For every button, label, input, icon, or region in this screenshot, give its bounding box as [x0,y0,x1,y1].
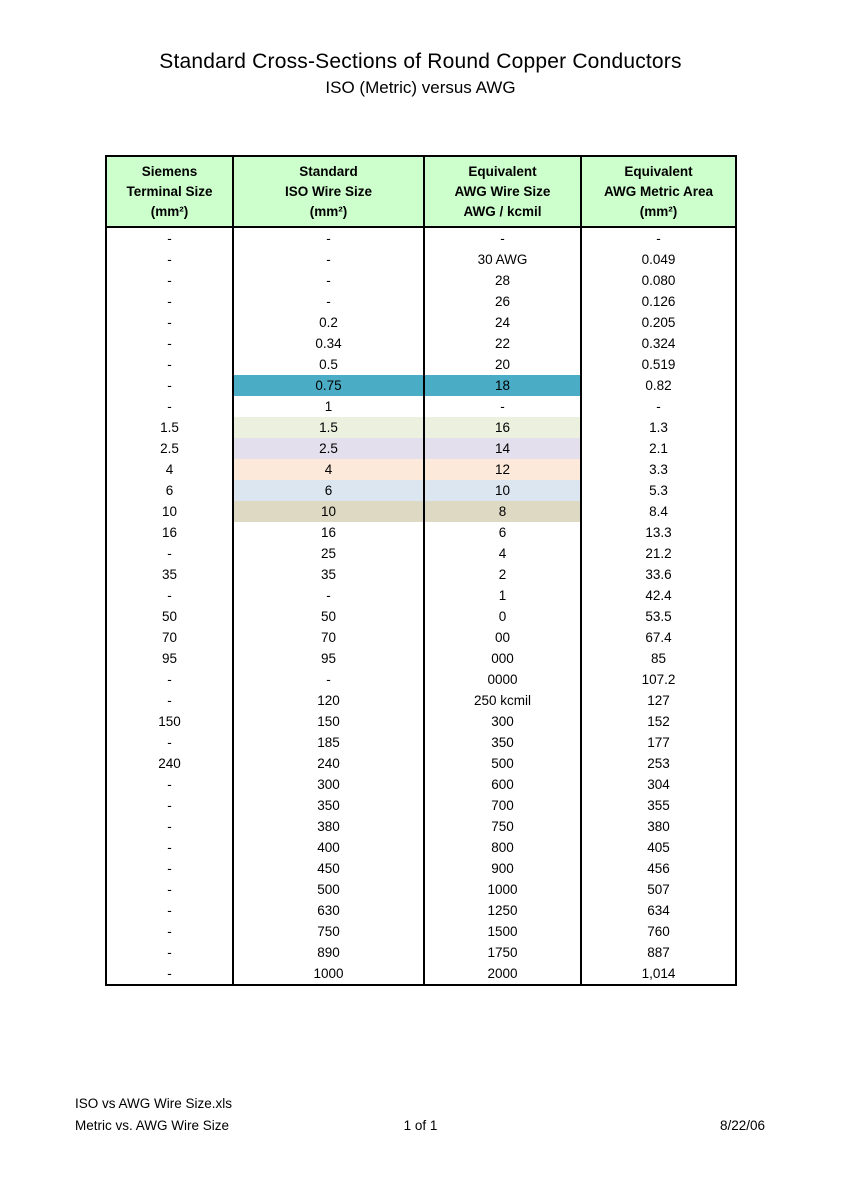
table-row [106,963,736,985]
table-cell: 300 [424,711,581,732]
table-cell: 35 [106,564,233,585]
column-header-line: Equivalent [468,164,537,179]
footer-page-number: 1 of 1 [403,1118,438,1133]
table-cell: - [106,354,233,375]
table-cell: 700 [424,795,581,816]
column-header-line: AWG / kcmil [463,204,542,219]
table-cell: 630 [233,900,424,921]
table-cell: - [106,879,233,900]
table-cell: 4 [233,459,424,480]
table-cell: 127 [581,690,736,711]
table-cell: 507 [581,879,736,900]
footer-filename: ISO vs AWG Wire Size.xls [75,1096,233,1111]
column-header-line: AWG Wire Size [454,184,551,199]
table-cell: 1250 [424,900,581,921]
table-row [106,312,736,333]
table-cell: 405 [581,837,736,858]
table-cell: 2.5 [106,438,233,459]
table-cell: 1000 [233,963,424,985]
table-row [106,543,736,564]
table-cell: 21.2 [581,543,736,564]
table-cell: 95 [233,648,424,669]
table-row [106,564,736,585]
table-cell: 6 [106,480,233,501]
table-cell: 53.5 [581,606,736,627]
table-cell: 304 [581,774,736,795]
table-cell: 240 [106,753,233,774]
column-header-line: Siemens [141,164,198,179]
table-row [106,522,736,543]
table-row [106,480,736,501]
table-cell: - [106,333,233,354]
table-cell: - [106,543,233,564]
table-cell: 20 [424,354,581,375]
table-cell: 0.080 [581,270,736,291]
table-cell: 2.5 [233,438,424,459]
table-cell: 6 [424,522,581,543]
table-cell: 240 [233,753,424,774]
table-cell: 67.4 [581,627,736,648]
table-row [106,417,736,438]
table-cell: - [106,774,233,795]
table-cell: 380 [581,816,736,837]
table-cell: - [106,585,233,606]
table-row [106,858,736,879]
table-cell: 1.5 [233,417,424,438]
table-cell: 85 [581,648,736,669]
footer-sheet-name: Metric vs. AWG Wire Size [75,1118,230,1133]
table-cell: 1 [424,585,581,606]
table-cell: - [233,585,424,606]
table-cell: - [106,942,233,963]
table-cell: 18 [424,375,581,396]
table-cell: 1500 [424,921,581,942]
table-row [106,774,736,795]
table-row [106,270,736,291]
table-row [106,753,736,774]
table-cell: 0.2 [233,312,424,333]
table-cell: - [106,795,233,816]
table-cell: - [106,227,233,249]
table-cell: - [106,963,233,985]
table-cell: 380 [233,816,424,837]
table-row [106,375,736,396]
table-cell: 13.3 [581,522,736,543]
table-cell: 10 [424,480,581,501]
table-cell: 0.324 [581,333,736,354]
table-cell: - [106,669,233,690]
table-cell: 22 [424,333,581,354]
table-cell: 152 [581,711,736,732]
table-cell: 10 [233,501,424,522]
table-cell: 4 [106,459,233,480]
column-header-line: Standard [299,164,358,179]
table-cell: 350 [424,732,581,753]
table-cell: 0.519 [581,354,736,375]
table-cell: - [424,227,581,249]
table-cell: 0 [424,606,581,627]
table-cell: - [106,732,233,753]
table-cell: - [106,837,233,858]
table-cell: 50 [233,606,424,627]
table-cell: 2 [424,564,581,585]
table-cell: - [106,396,233,417]
column-header-line: AWG Metric Area [603,184,714,199]
page-subtitle: ISO (Metric) versus AWG [325,78,516,97]
table-cell: 95 [106,648,233,669]
page-title: Standard Cross-Sections of Round Copper Conductors [159,50,682,73]
table-cell: - [233,270,424,291]
table-cell: 24 [424,312,581,333]
table-cell: - [106,249,233,270]
table-cell: 634 [581,900,736,921]
table-cell: 16 [424,417,581,438]
column-header-line: (mm²) [639,204,678,219]
table-cell: 0.82 [581,375,736,396]
table-cell: 750 [424,816,581,837]
table-row [106,585,736,606]
table-cell: 1750 [424,942,581,963]
table-cell: 10 [106,501,233,522]
table-row [106,333,736,354]
table-cell: 3.3 [581,459,736,480]
table-cell: 2000 [424,963,581,985]
table-cell: 4 [424,543,581,564]
table-cell: 0.126 [581,291,736,312]
table-cell: - [424,396,581,417]
table-cell: 150 [106,711,233,732]
table-row [106,501,736,522]
table-cell: 0.205 [581,312,736,333]
table-cell: 0.75 [233,375,424,396]
table-cell: 16 [233,522,424,543]
table-cell: - [106,858,233,879]
table-cell: - [106,291,233,312]
table-cell: 887 [581,942,736,963]
table-cell: 12 [424,459,581,480]
table-row [106,459,736,480]
column-header-line: ISO Wire Size [285,184,372,199]
table-cell: 16 [106,522,233,543]
table-row [106,837,736,858]
table-row [106,900,736,921]
table-cell: - [233,669,424,690]
table-cell: 5.3 [581,480,736,501]
table-cell: 70 [106,627,233,648]
table-row [106,879,736,900]
table-cell: 300 [233,774,424,795]
table-cell: - [233,227,424,249]
column-header-line: (mm²) [150,204,189,219]
table-row [106,732,736,753]
table-cell: 120 [233,690,424,711]
table-cell: - [581,396,736,417]
table-cell: 350 [233,795,424,816]
table-cell: 750 [233,921,424,942]
column-header-line: (mm²) [309,204,348,219]
table-cell: - [233,291,424,312]
table-row [106,227,736,249]
table-cell: 253 [581,753,736,774]
table-row [106,669,736,690]
column-header-line: Equivalent [624,164,693,179]
table-row [106,711,736,732]
column-header [233,156,424,227]
table-cell: - [106,270,233,291]
table-cell: 8.4 [581,501,736,522]
table-cell: 0000 [424,669,581,690]
table-cell: - [106,375,233,396]
table-cell: 800 [424,837,581,858]
table-cell: 150 [233,711,424,732]
table-cell: 1.3 [581,417,736,438]
table-cell: 26 [424,291,581,312]
table-cell: 600 [424,774,581,795]
table-cell: 890 [233,942,424,963]
footer-date: 8/22/06 [719,1118,765,1133]
table-cell: 760 [581,921,736,942]
column-header [106,156,233,227]
table-cell: 400 [233,837,424,858]
table-cell: - [106,816,233,837]
table-cell: 107.2 [581,669,736,690]
wire-size-table [105,155,737,986]
table-cell: 28 [424,270,581,291]
column-header-line: Terminal Size [126,184,213,199]
table-row [106,921,736,942]
table-cell: 0.5 [233,354,424,375]
table-cell: 250 kcmil [424,690,581,711]
table-row [106,627,736,648]
table-row [106,354,736,375]
table-cell: - [233,249,424,270]
table-row [106,690,736,711]
table-cell: 000 [424,648,581,669]
table-row [106,291,736,312]
table-cell: 14 [424,438,581,459]
table-row [106,648,736,669]
table-cell: 30 AWG [424,249,581,270]
table-cell: 355 [581,795,736,816]
table-row [106,795,736,816]
table-cell: - [106,312,233,333]
table-body [106,227,736,985]
table-cell: 50 [106,606,233,627]
table-cell: - [106,690,233,711]
table-cell: 1000 [424,879,581,900]
table-cell: 0.049 [581,249,736,270]
table-cell: 500 [424,753,581,774]
column-header [581,156,736,227]
table-row [106,438,736,459]
table-cell: 0.34 [233,333,424,354]
table-cell: 185 [233,732,424,753]
table-cell: 450 [233,858,424,879]
table-cell: 33.6 [581,564,736,585]
table-cell: 00 [424,627,581,648]
table-cell: 6 [233,480,424,501]
table-cell: 35 [233,564,424,585]
table-cell: 456 [581,858,736,879]
table-row [106,606,736,627]
table-cell: 25 [233,543,424,564]
table-cell: 42.4 [581,585,736,606]
column-header [424,156,581,227]
table-cell: 900 [424,858,581,879]
table-cell: 70 [233,627,424,648]
table-cell: 177 [581,732,736,753]
table-row [106,816,736,837]
table-header-row [106,156,736,227]
table-row [106,396,736,417]
table-cell: 1 [233,396,424,417]
table-header [106,156,736,227]
table-row [106,942,736,963]
table-cell: 1.5 [106,417,233,438]
table-cell: 500 [233,879,424,900]
table-cell: - [581,227,736,249]
table-cell: - [106,921,233,942]
table-cell: 2.1 [581,438,736,459]
table-cell: 8 [424,501,581,522]
table-cell: - [106,900,233,921]
table-cell: 1,014 [581,963,736,985]
table-row [106,249,736,270]
